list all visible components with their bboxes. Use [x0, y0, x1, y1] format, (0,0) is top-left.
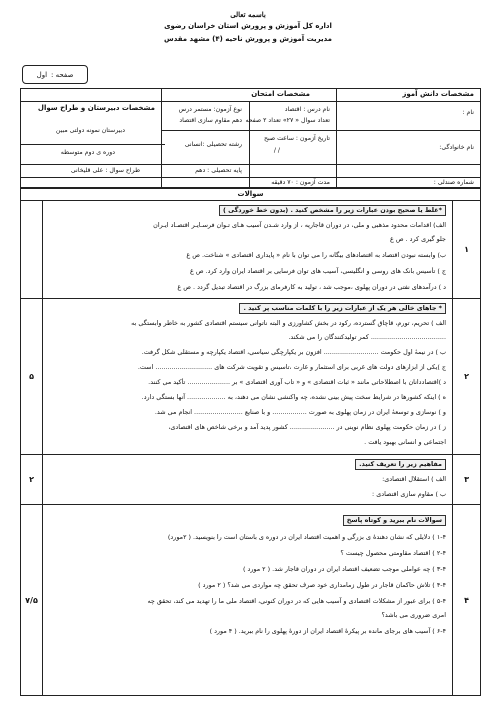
exam-info-title: مشخصات امتحان	[251, 90, 310, 98]
seat-number-label: شماره صندلی :	[433, 179, 474, 186]
questions-header-row	[21, 188, 480, 200]
questions-table	[20, 188, 481, 696]
q1-line-b: ب) وابسته نبودن اقتصاد به اقتصادهای بیگانه را می توان با نام « پایداری اقتصادی » شناخت. ص غ	[186, 251, 446, 259]
org-line-1: اداره کل آموزش و پرورش استان خراسان رضوی	[164, 22, 332, 30]
page-number-box	[22, 65, 88, 84]
question-1-score	[21, 201, 43, 298]
q2-line-a2: ..................................... کمر تولیدکنندگان را می شکند.	[288, 333, 446, 341]
q2-line-a: الف ) تحریم، تورم، قاچاق گسترده، رکود در بخش کشاورزی و البته ناتوانی سیستم اقتصادی کشور به خاطر وابستگی به	[131, 319, 446, 327]
question-2-score: ۵	[21, 299, 43, 454]
q2-line-d: د )اقتصاددانان با اصطلاحاتی مانند « ثبات اقتصادی » و « تاب آوری اقتصادی » بر ..................... تأکید می کنند.	[148, 378, 446, 386]
question-4-instruction: سوالات نام ببرید و کوتاه پاسخ	[343, 515, 446, 526]
grade-label: پایه تحصیلی : دهم	[195, 167, 242, 174]
question-3-number: ۳	[452, 455, 480, 504]
q4-line-5: ۵-۴ ) برای عبور از مشکلات اقتصادی و آسیب هایی که در دوران کنونی، اقتصاد ملی ما را تهدید می کند، تحقق چه	[147, 597, 446, 605]
q2-line-g: ز ) در زمان حکومت پهلوی نظام نوینی در ...................... کشور پدید آمد و برخی شاخص های اقتصادی،	[168, 423, 446, 431]
question-4-number: ۴	[452, 505, 480, 696]
exam-date-value: / /	[273, 147, 280, 154]
page-number-label: صفحه :	[51, 70, 74, 79]
school-info-title: مشخصات دبیرستان و طراح سوال	[37, 104, 155, 112]
q1-line-c: ج ) تأسیس بانک های روسی و انگلیسی، آسیب های توان فرسایی بر اقتصاد ایران وارد کرد. ص غ	[190, 267, 446, 275]
question-2-number: ۲	[452, 299, 480, 454]
q4-line-2: ۲-۴ ) اقتصاد مقاومتی محصول چیست ؟	[340, 549, 446, 557]
q2-line-g2: اجتماعی و انسانی بهبود یافت .	[364, 438, 446, 446]
question-1-instruction: *غلط یا صحیح بودن عبارات زیر را مشخص کنید . (بدون خط خوردگی )	[219, 205, 446, 216]
question-4-score: ۷/۵	[21, 505, 43, 696]
question-3-score: ۲	[21, 455, 43, 504]
q4-line-3: ۳-۴ ) چه عواملی موجب تضعیف اقتصاد ایران در دوران قاجار شد. ( ۲ مورد )	[242, 565, 446, 573]
school-level: دوره ی دوم متوسطه	[60, 149, 115, 156]
q4-line-5b: امری ضروری می باشد؟	[381, 611, 446, 619]
name-label: نام :	[462, 109, 474, 116]
question-4	[21, 504, 480, 696]
basmala: باسمه تعالی	[230, 10, 266, 19]
q1-line-d: د ) درآمدهای نفتی در دوران پهلوی ،موجب شد ، تولید به کارفرمای بزرگ در اقتصاد تبدیل گردد . ص غ	[177, 283, 446, 291]
student-info-title: مشخصات دانش آموز	[402, 90, 474, 98]
q3-line-a: الف ) استقلال اقتصادی:	[382, 475, 446, 483]
q2-line-e: ه ) اینکه کشورها در شرایط سخت پیش بینی نشده، چه واکنشی نشان می دهند، به ................... آنها بستگی دارد.	[141, 393, 446, 401]
duration-label: مدت آزمون : ۷۰ دقیقه	[271, 179, 330, 186]
question-count-label: تعداد سوال « ۲۷» تعداد ۲ صفحه	[245, 117, 330, 124]
question-3	[21, 454, 480, 504]
page-number-value: اول	[36, 70, 48, 79]
info-table	[20, 88, 481, 188]
q2-line-b: ب ) در نیمهٔ اول حکومت ........................... افزون بر یکپارچگی سیاسی، اقتصاد یکپارچه و مستقلی شکل گرفت.	[141, 348, 446, 356]
exam-date-label: تاریخ آزمون : ساعت صبح	[264, 135, 330, 142]
org-line-2: مدیریت آموزش و پرورش ناحیه (۴) مشهد مقدس	[164, 35, 332, 43]
question-2-instruction: * جاهای خالی هر یک از عبارات زیر را با کلمات مناسب پر کنید .	[239, 303, 446, 314]
question-1	[21, 200, 480, 298]
q1-line-a: الف) اقدامات محدود مذهبی و ملی، در دوران قاجاریه ، از وارد شـدن آسیب هـای تـوان فرسـایـر اقتصـاد ایـران	[153, 221, 446, 229]
q1-line-a2: جلو گیری کرد . ص غ	[389, 235, 446, 243]
exam-type-line2: دهم مقاوم سازی اقتصاد	[179, 117, 242, 124]
subject-label: نام درس : اقتصاد	[284, 106, 330, 113]
exam-type-line1: نوع آزمون: مستمر درس	[178, 106, 242, 113]
q4-line-1: ۱-۴ ) دلایلی که نشان دهندهٔ ی بزرگی و اهمیت اقتصاد ایران در دوره ی باستان است را بنویسید. ( ۲مورد)	[167, 533, 446, 541]
q4-line-4: ۴-۴ ) تلاش حاکمان قاجار در طول زمامداری خود صرف تحقق چه مواردی می شد؟ ( ۲ مورد )	[198, 581, 446, 589]
designer-label: طراح سوال : علی قلیخانی	[70, 167, 140, 174]
question-2	[21, 298, 480, 454]
question-3-instruction: مفاهیم زیر را تعریف کنید.	[355, 459, 446, 470]
family-label: نام خانوادگی:	[439, 144, 474, 151]
q2-line-f: و ) نوسازی و توسعهٔ ایران در زمان پهلوی به صورت ................. و با صنایع ........................ انجام می شد.	[154, 408, 446, 416]
q4-line-6: ۶-۴ ) آسیب های برجای مانده بر پیکرهٔ اقتصاد ایران از دورهٔ پهلوی را نام ببرید. ( ۴ مورد )	[209, 627, 446, 635]
field-label: رشته تحصیلی :انسانی	[184, 141, 242, 148]
q2-line-c: ج )یکی از ابزارهای دولت های غربی برای استثمار و غارت ،تاسیس و تقویت شرکت های ............................ است.	[137, 363, 446, 371]
question-1-number: ۱	[452, 201, 480, 298]
questions-header: سوالات	[237, 190, 264, 198]
q3-line-b: ب ) مقاوم سازی اقتصادی :	[372, 490, 446, 498]
school-name: دبیرستان نمونه دولتی مبین	[55, 127, 125, 134]
